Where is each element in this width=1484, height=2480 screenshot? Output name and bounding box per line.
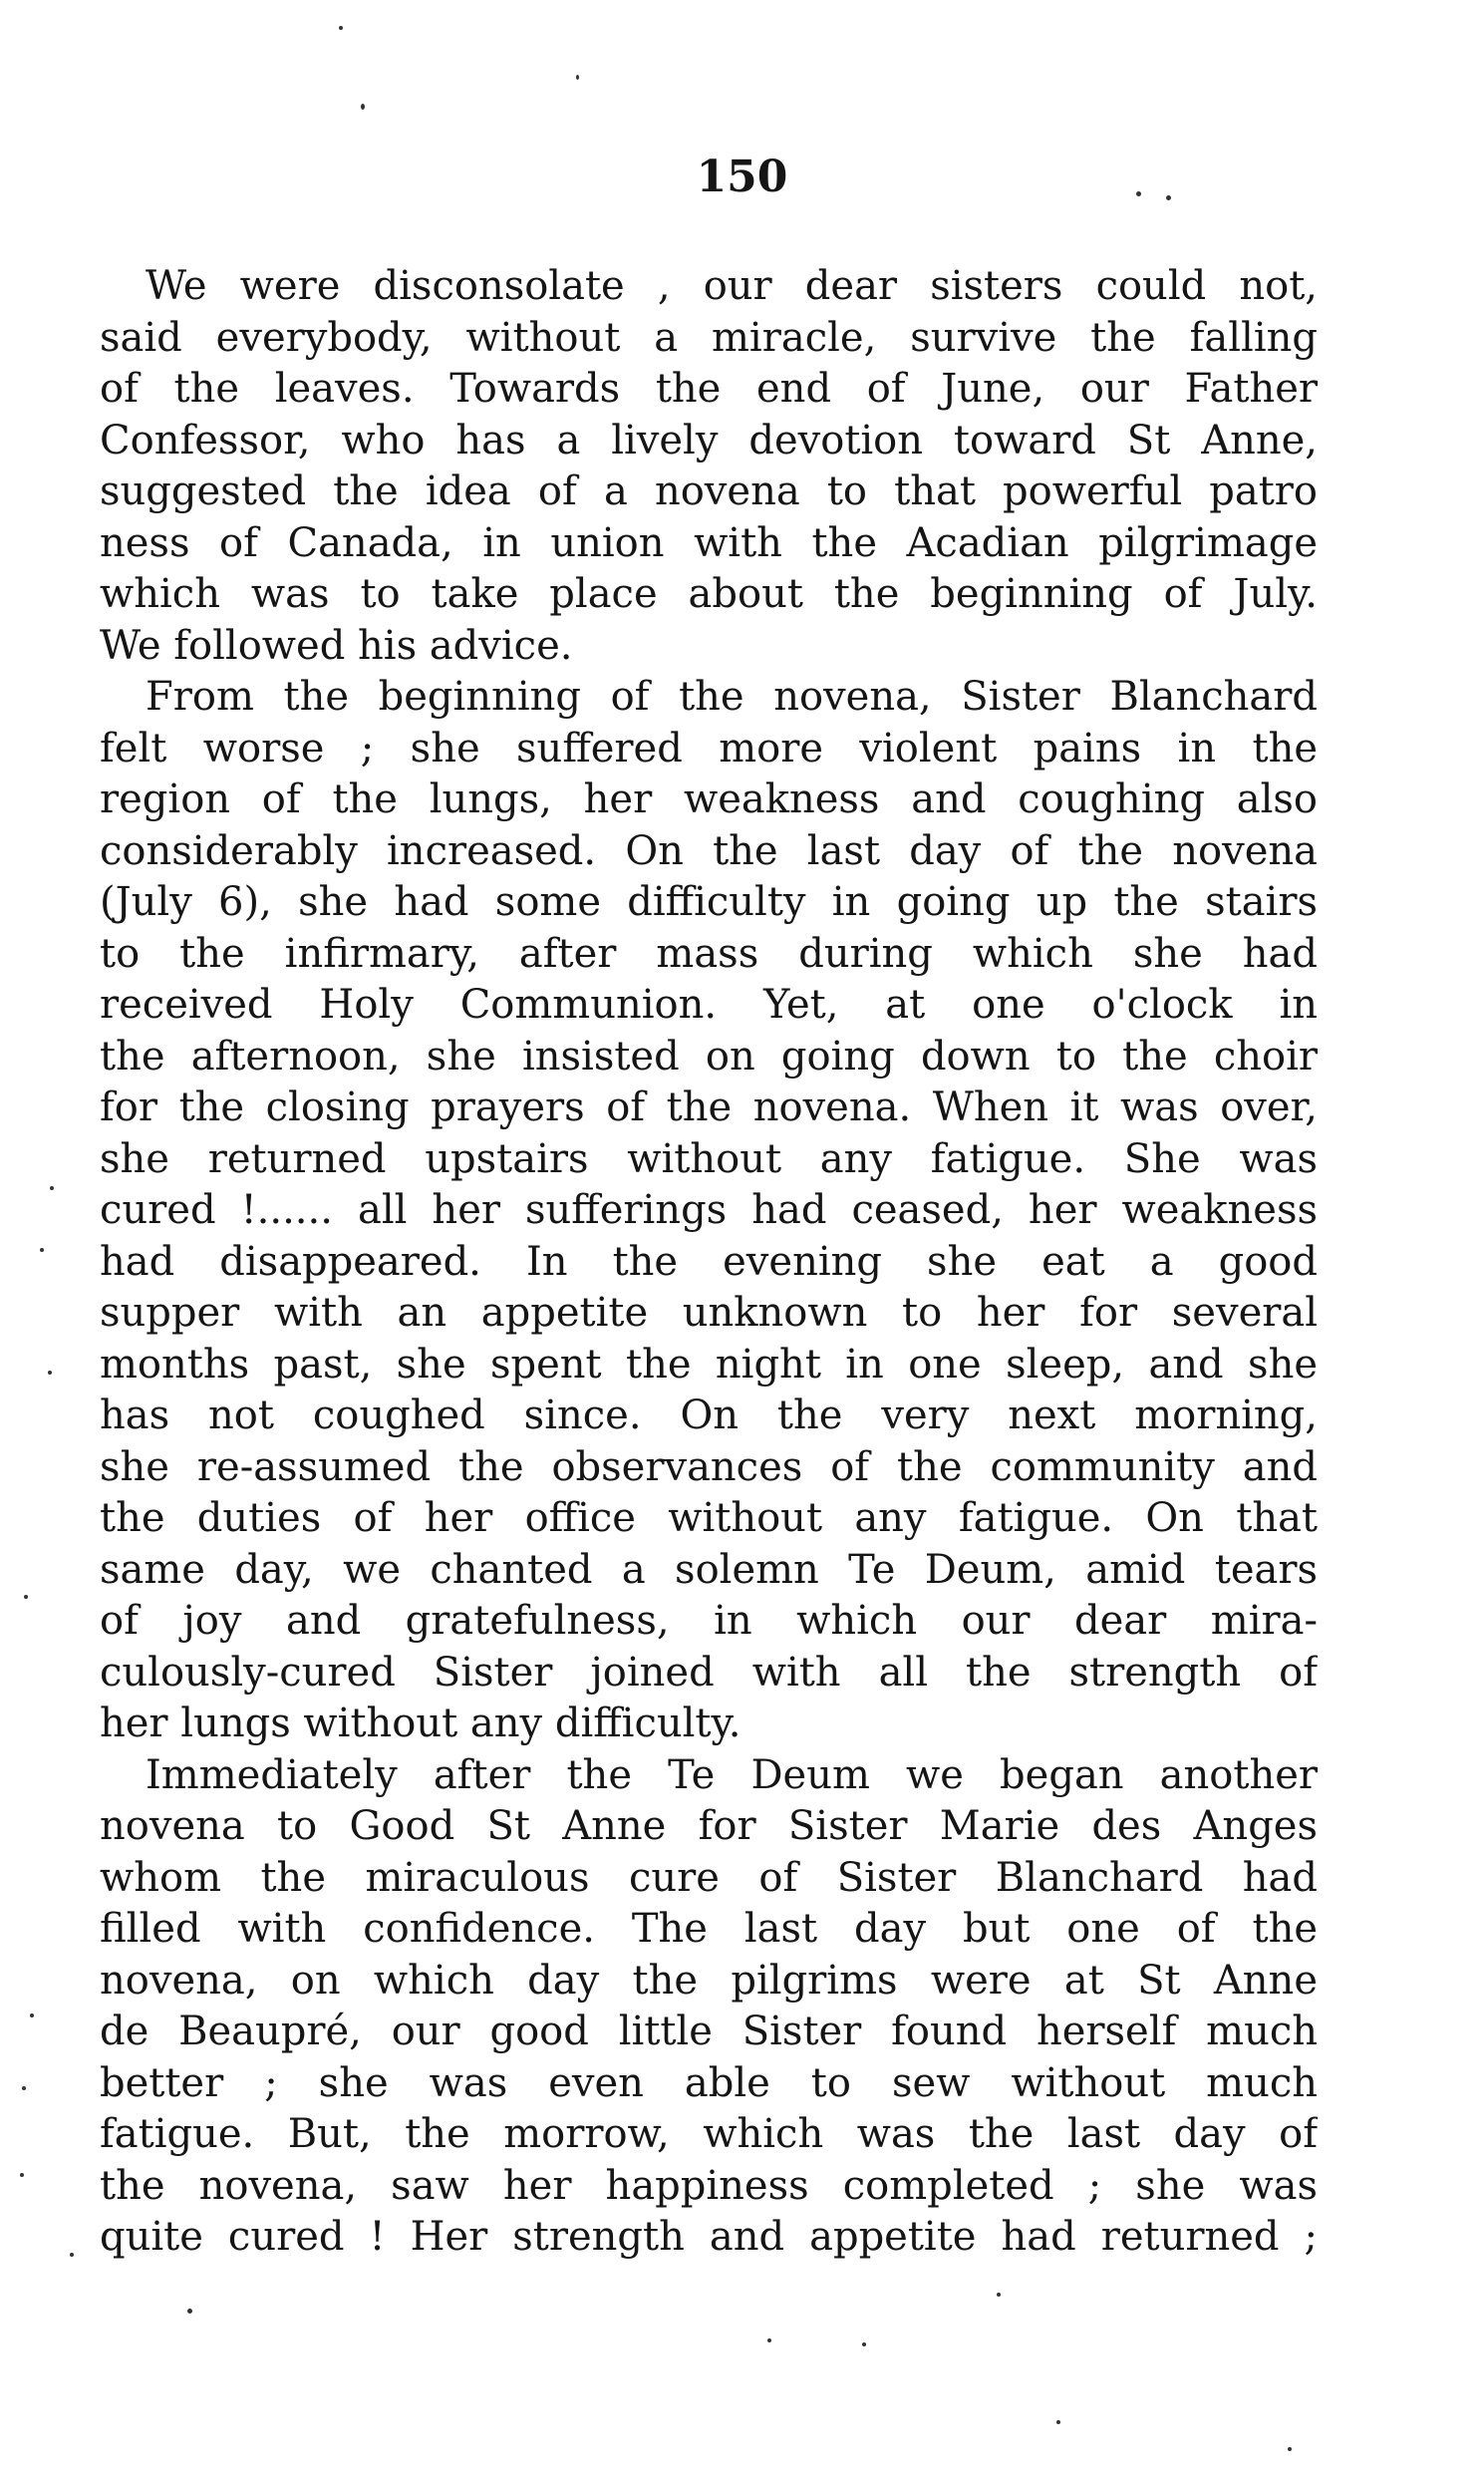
text-line: filled with confidence. The last day but one of the — [100, 1906, 1318, 1952]
text-line: the duties of her office without any fatigue. On that — [100, 1495, 1318, 1541]
text-line: ness of Canada, in union with the Acadian pilgrimage — [100, 519, 1318, 566]
text-line: her lungs without any difficulty. — [100, 1701, 742, 1746]
text-line: culously-cured Sister joined with all the strength of — [100, 1649, 1318, 1696]
text-line: We were disconsolate , our dear sisters could not, — [146, 263, 1318, 309]
text-line: she returned upstairs without any fatigue. She was — [100, 1135, 1318, 1182]
text-line: fatigue. But, the morrow, which was the last day of — [100, 2111, 1318, 2157]
text-line: (July 6), she had some difficulty in going up the stairs — [100, 879, 1318, 925]
text-line: had disappeared. In the evening she eat a good — [100, 1238, 1318, 1285]
text-line: same day, we chanted a solemn Te Deum, amid tears — [100, 1546, 1318, 1593]
text-line: whom the miraculous cure of Sister Blanchard had — [100, 1854, 1318, 1901]
text-line: From the beginning of the novena, Sister Blanchard — [146, 674, 1318, 720]
text-line: Confessor, who has a lively devotion toward St Anne, — [100, 417, 1318, 464]
text-line: received Holy Communion. Yet, at one o'clock in — [100, 982, 1318, 1028]
text-line: considerably increased. On the last day of the novena — [100, 827, 1318, 874]
text-line: the afternoon, she insisted on going down to the choir — [100, 1033, 1318, 1080]
page-number: 150 — [696, 152, 788, 202]
text-line: felt worse ; she suffered more violent pains in the — [100, 725, 1318, 772]
text-line: the novena, saw her happiness completed ; she was — [100, 2162, 1318, 2209]
body-text — [100, 261, 1318, 2264]
text-line: novena to Good St Anne for Sister Marie des Anges — [100, 1803, 1318, 1849]
text-line: de Beaupré, our good little Sister found herself much — [100, 2009, 1318, 2054]
text-line: for the closing prayers of the novena. When it was over, — [100, 1085, 1318, 1130]
text-line: better ; she was even able to sew without much — [100, 2059, 1318, 2106]
text-line: quite cured ! Her strength and appetite had returned ; — [100, 2214, 1318, 2260]
text-line: to the infirmary, after mass during which she had — [100, 930, 1318, 977]
text-line: Immediately after the Te Deum we began another — [146, 1751, 1318, 1798]
text-line: novena, on which day the pilgrims were at St Anne — [100, 1957, 1318, 2004]
text-line: has not coughed since. On the very next morning, — [100, 1393, 1318, 1438]
text-line: supper with an appetite unknown to her for several — [100, 1290, 1318, 1336]
text-line: of joy and gratefulness, in which our dear mira- — [100, 1598, 1318, 1644]
text-line: suggested the idea of a novena to that powerful patro — [100, 468, 1318, 514]
text-line: she re-assumed the observances of the community and — [100, 1443, 1318, 1490]
text-line: which was to take place about the beginning of July. — [100, 571, 1318, 617]
text-line: said everybody, without a miracle, survive the falling — [100, 314, 1318, 361]
text-line: We followed his advice. — [100, 622, 573, 669]
text-line: of the leaves. Towards the end of June, our Father — [100, 366, 1318, 412]
text-line: region of the lungs, her weakness and coughing also — [100, 776, 1318, 822]
text-line: cured !...... all her sufferings had ceased, her weakness — [100, 1187, 1318, 1233]
text-line: months past, she spent the night in one sleep, and she — [100, 1341, 1318, 1388]
